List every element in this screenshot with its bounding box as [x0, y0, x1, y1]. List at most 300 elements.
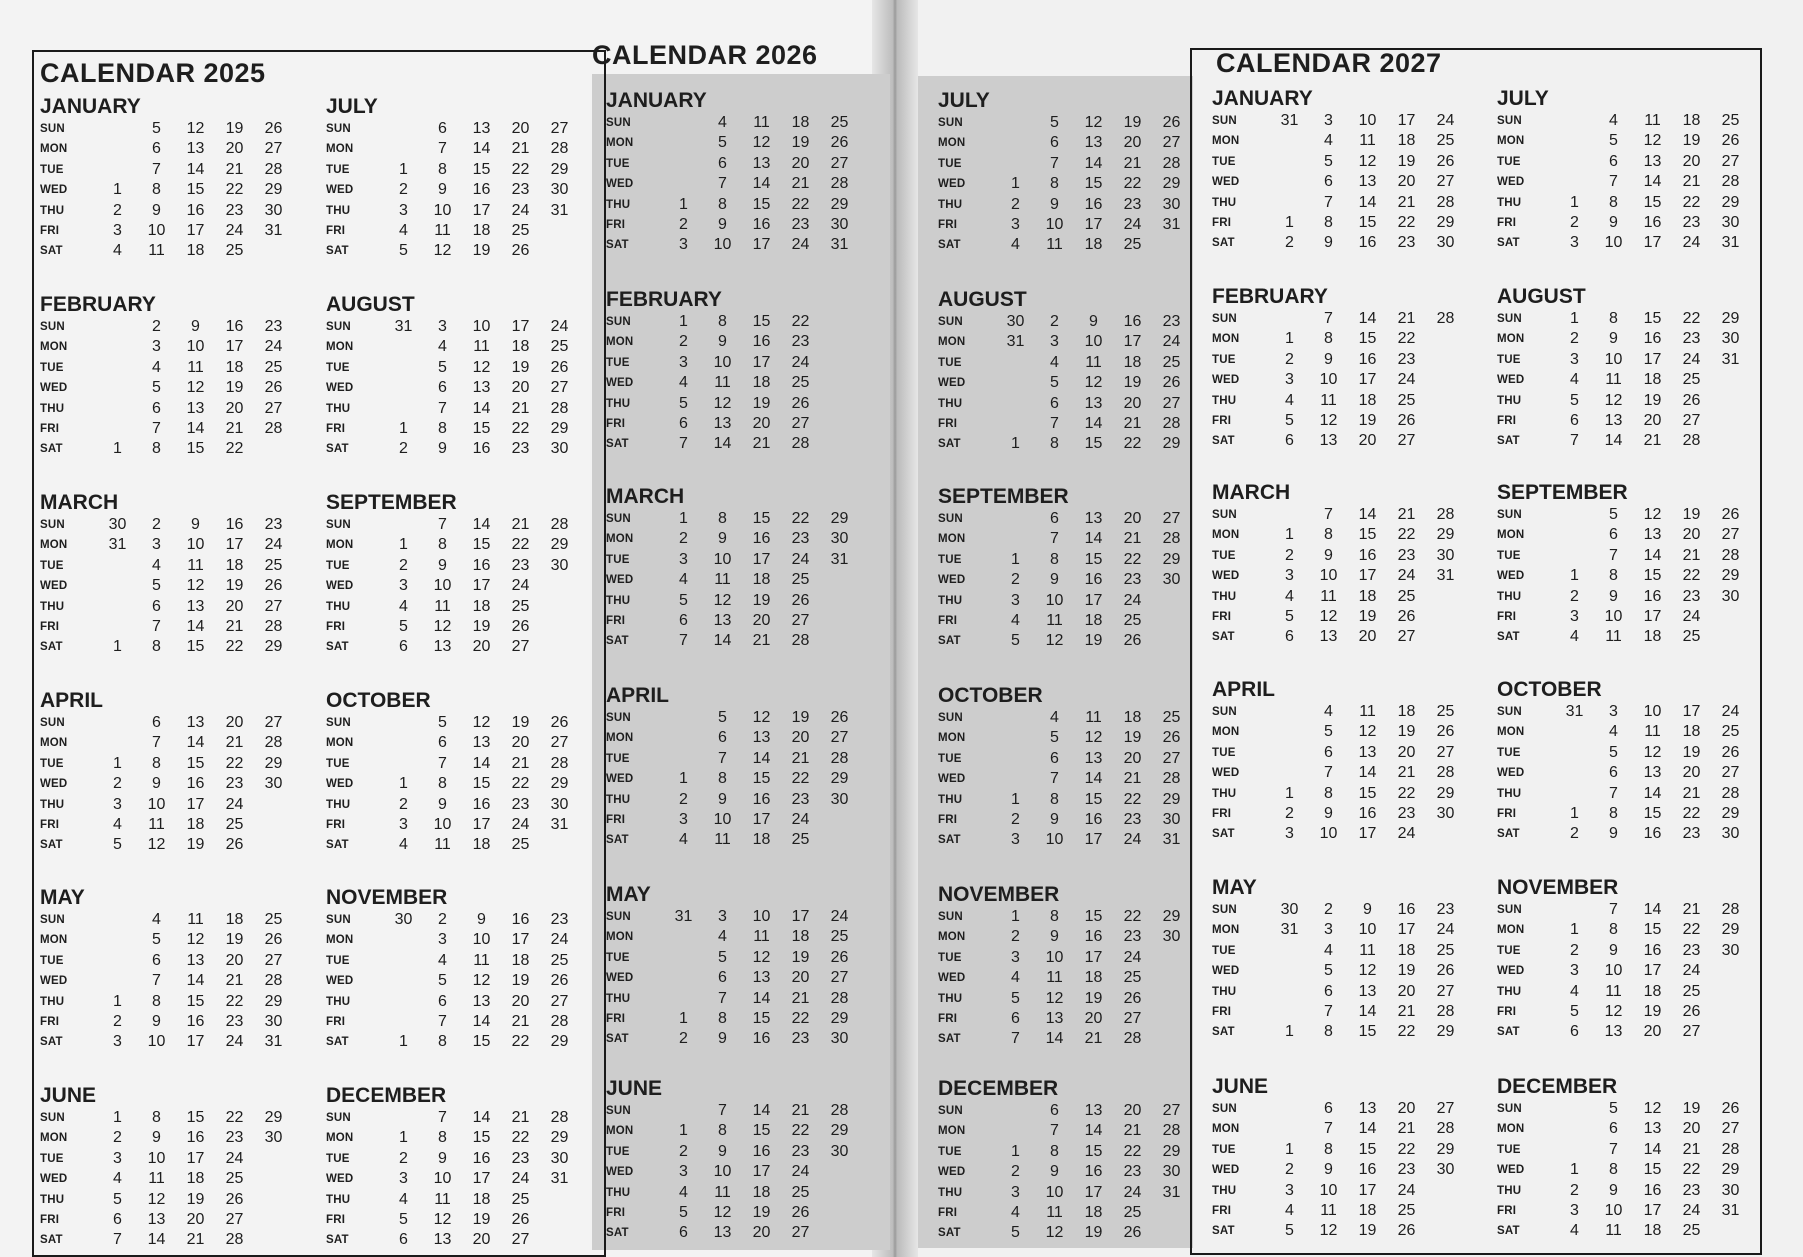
day-number: 16: [1358, 1161, 1377, 1179]
weekday-row: [1497, 546, 1750, 566]
month-name: OCTOBER: [938, 684, 1043, 707]
day-number: 15: [752, 510, 771, 527]
weekday-row: [938, 373, 1191, 393]
day-number: 11: [714, 374, 731, 392]
day-number: 17: [752, 550, 771, 568]
weekday-label: MON: [938, 1125, 966, 1138]
day-number: 18: [1643, 982, 1662, 1000]
weekday-label: TUE: [326, 1152, 350, 1165]
day-number: 26: [264, 120, 283, 137]
day-number: 11: [148, 815, 165, 833]
day-number: 23: [1397, 804, 1416, 822]
day-number: 29: [1162, 790, 1181, 808]
day-number: [996, 133, 1035, 153]
day-number: 25: [1436, 941, 1455, 959]
month-name: MAY: [40, 886, 85, 909]
weekday-row: [326, 399, 579, 419]
day-number: [254, 795, 293, 815]
day-number: [1152, 948, 1191, 968]
day-number: 27: [511, 638, 530, 656]
day-number: [98, 337, 137, 357]
day-number: 29: [1436, 1140, 1455, 1158]
day-number: 28: [550, 1109, 569, 1126]
weekday-label: MON: [1497, 924, 1525, 937]
weekday-label: WED: [326, 382, 354, 395]
day-number: [254, 1210, 293, 1230]
day-number: 26: [1436, 723, 1455, 741]
day-number: 16: [1397, 901, 1416, 918]
month-march-2025: [40, 490, 293, 658]
weekday-row: [606, 769, 859, 789]
weekday-label: SUN: [606, 513, 631, 525]
day-number: 29: [1162, 908, 1181, 925]
month-name: JANUARY: [1212, 87, 1313, 110]
day-number: 22: [225, 181, 244, 199]
day-number: 21: [1643, 432, 1662, 450]
weekday-row: [40, 1230, 293, 1250]
day-number: 19: [1123, 729, 1142, 747]
weekday-row: [326, 201, 579, 221]
day-number: 26: [1397, 1222, 1416, 1240]
day-number: 12: [1045, 632, 1064, 650]
day-number: 1: [113, 181, 122, 199]
day-number: 1: [1570, 804, 1579, 822]
weekday-label: FRI: [1212, 1005, 1232, 1018]
weekday-row: [606, 1029, 859, 1049]
weekday-label: SUN: [326, 1112, 351, 1124]
weekday-row: [40, 1190, 293, 1210]
day-number: 21: [1123, 154, 1142, 172]
day-number: 24: [1397, 371, 1416, 389]
month-name: DECEMBER: [326, 1084, 447, 1107]
day-number: 22: [1397, 1023, 1416, 1041]
month-february-2027: [1212, 284, 1465, 452]
weekday-label: FRI: [1497, 414, 1517, 427]
weekday-row: [1212, 505, 1465, 525]
day-number: 30: [1436, 546, 1455, 564]
weekday-label: SAT: [606, 239, 629, 252]
day-number: 19: [511, 358, 530, 376]
day-number: 17: [1358, 371, 1377, 389]
day-number: 8: [1324, 330, 1333, 348]
day-number: 14: [1643, 1140, 1662, 1158]
day-number: 20: [186, 1210, 205, 1228]
day-number: 17: [1643, 1201, 1662, 1219]
day-number: 22: [225, 1109, 244, 1126]
weekday-row: [40, 1128, 293, 1148]
day-number: 21: [1397, 1120, 1416, 1138]
day-number: 15: [1358, 213, 1377, 231]
weekday-label: THU: [606, 992, 631, 1005]
day-number: 1: [679, 510, 688, 527]
day-number: 14: [752, 175, 771, 193]
day-number: 8: [1050, 435, 1059, 453]
day-number: 28: [264, 734, 283, 752]
day-number: 9: [1324, 350, 1333, 368]
day-number: 7: [718, 989, 727, 1007]
weekday-label: TUE: [938, 1145, 962, 1158]
day-number: 20: [1682, 764, 1701, 782]
day-number: 21: [1397, 193, 1416, 211]
weekday-label: MON: [326, 539, 354, 552]
day-number: 12: [1643, 1100, 1662, 1117]
day-number: 3: [1570, 1201, 1579, 1219]
day-number: 22: [1123, 1142, 1142, 1160]
day-number: 13: [186, 597, 205, 615]
day-number: 12: [1045, 1224, 1064, 1242]
day-number: 25: [791, 1183, 810, 1201]
day-number: 19: [1084, 1224, 1103, 1242]
day-number: 25: [1682, 982, 1701, 1000]
day-number: 6: [438, 734, 447, 752]
day-number: 6: [438, 379, 447, 397]
weekday-label: THU: [606, 397, 631, 410]
day-number: 10: [752, 908, 771, 925]
day-number: 17: [472, 1170, 491, 1188]
day-number: 12: [1084, 374, 1103, 392]
weekday-label: TUE: [1497, 155, 1521, 168]
weekday-label: FRI: [326, 422, 346, 435]
day-number: 1: [113, 992, 122, 1010]
weekday-label: MON: [40, 539, 68, 552]
day-number: 15: [186, 992, 205, 1010]
day-number: 21: [752, 632, 771, 650]
day-number: [1152, 1223, 1191, 1243]
day-number: 10: [1045, 1183, 1064, 1201]
day-number: 4: [152, 358, 161, 376]
day-number: 31: [1565, 703, 1584, 720]
day-number: 1: [679, 1009, 688, 1027]
day-number: 17: [1084, 215, 1103, 233]
day-grid: [1212, 309, 1465, 452]
day-number: 15: [472, 536, 491, 554]
day-number: 22: [1682, 193, 1701, 211]
month-name: AUGUST: [326, 293, 415, 316]
day-number: 21: [1123, 530, 1142, 548]
day-number: 8: [438, 775, 447, 793]
day-number: 16: [1643, 825, 1662, 843]
day-number: [996, 708, 1035, 728]
weekday-row: [606, 373, 859, 393]
day-number: 11: [1046, 1203, 1063, 1221]
weekday-label: SUN: [1212, 115, 1237, 127]
day-number: 13: [752, 154, 771, 172]
weekday-label: TUE: [1212, 1143, 1236, 1156]
day-number: 20: [1123, 394, 1142, 412]
weekday-row: [606, 394, 859, 414]
day-number: 25: [1436, 703, 1455, 720]
day-number: [384, 971, 423, 991]
day-number: 12: [1319, 607, 1338, 625]
month-april-2025: [40, 688, 293, 856]
day-number: 4: [1050, 353, 1059, 371]
day-number: 4: [1324, 941, 1333, 959]
day-number: 14: [713, 435, 732, 453]
day-number: 24: [1436, 921, 1455, 939]
day-number: 14: [1643, 784, 1662, 802]
day-number: [996, 113, 1035, 133]
day-number: 1: [1285, 213, 1294, 231]
day-number: 20: [511, 120, 530, 137]
month-november-2027: [1497, 875, 1750, 1043]
weekday-row: [1497, 1221, 1750, 1241]
day-number: [820, 414, 859, 434]
day-number: 30: [1006, 313, 1025, 330]
weekday-label: FRI: [938, 1206, 958, 1219]
weekday-row: [1212, 961, 1465, 981]
day-number: 11: [1046, 969, 1063, 987]
weekday-row: [326, 713, 579, 733]
day-number: 30: [1721, 941, 1740, 959]
day-number: 11: [1605, 1222, 1622, 1240]
day-number: 16: [752, 215, 771, 233]
weekday-row: [40, 1032, 293, 1052]
day-number: [384, 119, 423, 139]
month-january-2025: [40, 94, 293, 262]
day-number: 11: [434, 597, 451, 615]
day-number: 15: [186, 440, 205, 458]
weekday-row: [606, 728, 859, 748]
day-number: [1711, 1221, 1750, 1241]
day-number: 31: [1162, 1183, 1181, 1201]
day-number: 19: [225, 931, 244, 949]
weekday-label: SUN: [938, 117, 963, 129]
weekday-row: [1212, 1181, 1465, 1201]
day-number: 6: [718, 154, 727, 172]
weekday-label: TUE: [40, 954, 64, 967]
weekday-label: FRI: [326, 620, 346, 633]
weekday-row: [1497, 111, 1750, 131]
day-number: 31: [1162, 215, 1181, 233]
day-number: 14: [1084, 1122, 1103, 1140]
day-number: 24: [1682, 1201, 1701, 1219]
day-number: [1270, 1002, 1309, 1022]
day-number: 28: [830, 175, 849, 193]
day-number: 30: [1280, 901, 1299, 918]
day-number: [1555, 172, 1594, 192]
day-number: 19: [1643, 1002, 1662, 1020]
day-number: 29: [830, 1122, 849, 1140]
weekday-row: [40, 754, 293, 774]
day-number: [384, 992, 423, 1012]
day-number: 30: [1721, 587, 1740, 605]
day-number: 1: [1570, 310, 1579, 327]
weekday-row: [606, 1183, 859, 1203]
weekday-row: [326, 835, 579, 855]
day-number: 13: [1604, 411, 1623, 429]
weekday-row: [606, 235, 859, 255]
day-number: 9: [438, 181, 447, 199]
day-number: 20: [225, 399, 244, 417]
weekday-label: MON: [326, 737, 354, 750]
weekday-row: [40, 930, 293, 950]
day-number: 28: [1123, 1030, 1142, 1048]
weekday-label: WED: [1497, 374, 1525, 387]
day-number: 29: [550, 160, 569, 178]
day-number: 8: [718, 770, 727, 788]
weekday-label: MON: [1212, 726, 1240, 739]
day-number: 14: [752, 1102, 771, 1119]
day-number: 26: [1397, 411, 1416, 429]
weekday-row: [40, 241, 293, 261]
day-number: 15: [186, 638, 205, 656]
day-number: 2: [113, 775, 122, 793]
weekday-row: [1212, 525, 1465, 545]
day-number: 22: [1397, 330, 1416, 348]
day-number: 9: [1324, 1161, 1333, 1179]
weekday-row: [40, 378, 293, 398]
day-number: 12: [1604, 391, 1623, 409]
day-grid: [40, 119, 293, 262]
day-number: 29: [830, 1009, 849, 1027]
day-number: 8: [438, 1033, 447, 1051]
day-number: 28: [1162, 154, 1181, 172]
day-number: 27: [264, 597, 283, 615]
day-number: 23: [1397, 546, 1416, 564]
day-number: 25: [511, 597, 530, 615]
day-number: [996, 1121, 1035, 1141]
day-number: 24: [1123, 215, 1142, 233]
weekday-row: [938, 1029, 1191, 1049]
day-number: 31: [1006, 333, 1025, 351]
day-number: 3: [438, 931, 447, 949]
day-grid: [1497, 702, 1750, 845]
day-number: 17: [1682, 703, 1701, 720]
day-number: 25: [264, 556, 283, 574]
month-november-2025: [326, 885, 579, 1053]
day-number: 18: [1682, 723, 1701, 741]
day-number: 29: [1721, 804, 1740, 822]
day-grid: [40, 317, 293, 460]
day-number: 13: [472, 120, 491, 137]
day-number: 22: [791, 195, 810, 213]
day-number: [996, 1101, 1035, 1121]
day-number: 11: [434, 1190, 451, 1208]
day-number: 9: [1050, 810, 1059, 828]
weekday-label: SUN: [1497, 313, 1522, 325]
day-number: 20: [511, 992, 530, 1010]
weekday-label: TUE: [40, 163, 64, 176]
weekday-row: [938, 591, 1191, 611]
day-number: 3: [152, 338, 161, 356]
weekday-row: [40, 419, 293, 439]
day-number: [1426, 607, 1465, 627]
weekday-row: [938, 769, 1191, 789]
weekday-label: THU: [1212, 787, 1237, 800]
day-number: [996, 769, 1035, 789]
weekday-row: [938, 174, 1191, 194]
day-number: 4: [113, 815, 122, 833]
weekday-row: [938, 133, 1191, 153]
day-number: 5: [1011, 989, 1020, 1007]
day-number: 2: [1050, 313, 1059, 330]
day-number: 8: [718, 510, 727, 527]
day-number: 7: [1609, 546, 1618, 564]
day-number: 11: [1320, 587, 1337, 605]
day-number: [664, 749, 703, 769]
weekday-label: FRI: [606, 614, 626, 627]
day-number: 20: [752, 414, 771, 432]
weekday-row: [1497, 233, 1750, 253]
day-number: 30: [1436, 234, 1455, 252]
day-number: 11: [187, 911, 204, 928]
day-number: 8: [1609, 310, 1618, 327]
weekday-row: [326, 951, 579, 971]
day-number: 3: [1011, 948, 1020, 966]
day-number: 17: [186, 221, 205, 239]
day-number: 17: [1358, 567, 1377, 585]
day-number: 16: [1358, 234, 1377, 252]
weekday-label: TUE: [326, 361, 350, 374]
weekday-row: [326, 160, 579, 180]
weekday-label: SUN: [1497, 904, 1522, 916]
day-number: 23: [264, 516, 283, 533]
weekday-row: [938, 550, 1191, 570]
day-number: 9: [718, 1142, 727, 1160]
day-number: 27: [264, 951, 283, 969]
weekday-label: SAT: [1497, 1026, 1520, 1039]
day-number: [254, 815, 293, 835]
day-grid: [1212, 702, 1465, 845]
weekday-row: [1497, 329, 1750, 349]
day-number: 2: [1011, 1163, 1020, 1181]
day-number: 13: [1358, 982, 1377, 1000]
day-number: 13: [1358, 1100, 1377, 1117]
day-number: [384, 337, 423, 357]
weekday-label: SUN: [326, 321, 351, 333]
weekday-label: WED: [938, 377, 966, 390]
day-number: 4: [1609, 723, 1618, 741]
day-number: [98, 971, 137, 991]
day-number: 3: [1011, 591, 1020, 609]
day-number: 11: [187, 556, 204, 574]
weekday-label: MON: [606, 137, 634, 150]
weekday-row: [606, 195, 859, 215]
day-number: 1: [113, 440, 122, 458]
day-number: 16: [472, 556, 491, 574]
weekday-row: [938, 394, 1191, 414]
day-number: 25: [1162, 353, 1181, 371]
month-december-2026: [938, 1076, 1191, 1244]
day-number: 22: [1397, 213, 1416, 231]
day-number: 28: [1721, 173, 1740, 191]
weekday-label: SAT: [606, 1033, 629, 1046]
day-number: 14: [472, 516, 491, 533]
day-number: 6: [152, 399, 161, 417]
day-number: 22: [1123, 908, 1142, 925]
weekday-row: [326, 358, 579, 378]
weekday-row: [606, 113, 859, 133]
weekday-row: [326, 754, 579, 774]
weekday-row: [1497, 900, 1750, 920]
month-december-2027: [1497, 1074, 1750, 1242]
day-number: [1426, 627, 1465, 647]
day-number: 2: [113, 201, 122, 219]
day-number: 4: [1011, 611, 1020, 629]
weekday-label: TUE: [1497, 746, 1521, 759]
day-number: 9: [152, 201, 161, 219]
day-grid: [1497, 505, 1750, 648]
day-number: 2: [152, 516, 161, 533]
weekday-row: [606, 790, 859, 810]
day-number: [98, 160, 137, 180]
day-number: 12: [1084, 114, 1103, 131]
weekday-row: [40, 221, 293, 241]
day-number: 31: [1162, 831, 1181, 849]
day-number: 12: [752, 134, 771, 152]
day-number: 7: [718, 175, 727, 193]
day-number: 23: [225, 775, 244, 793]
